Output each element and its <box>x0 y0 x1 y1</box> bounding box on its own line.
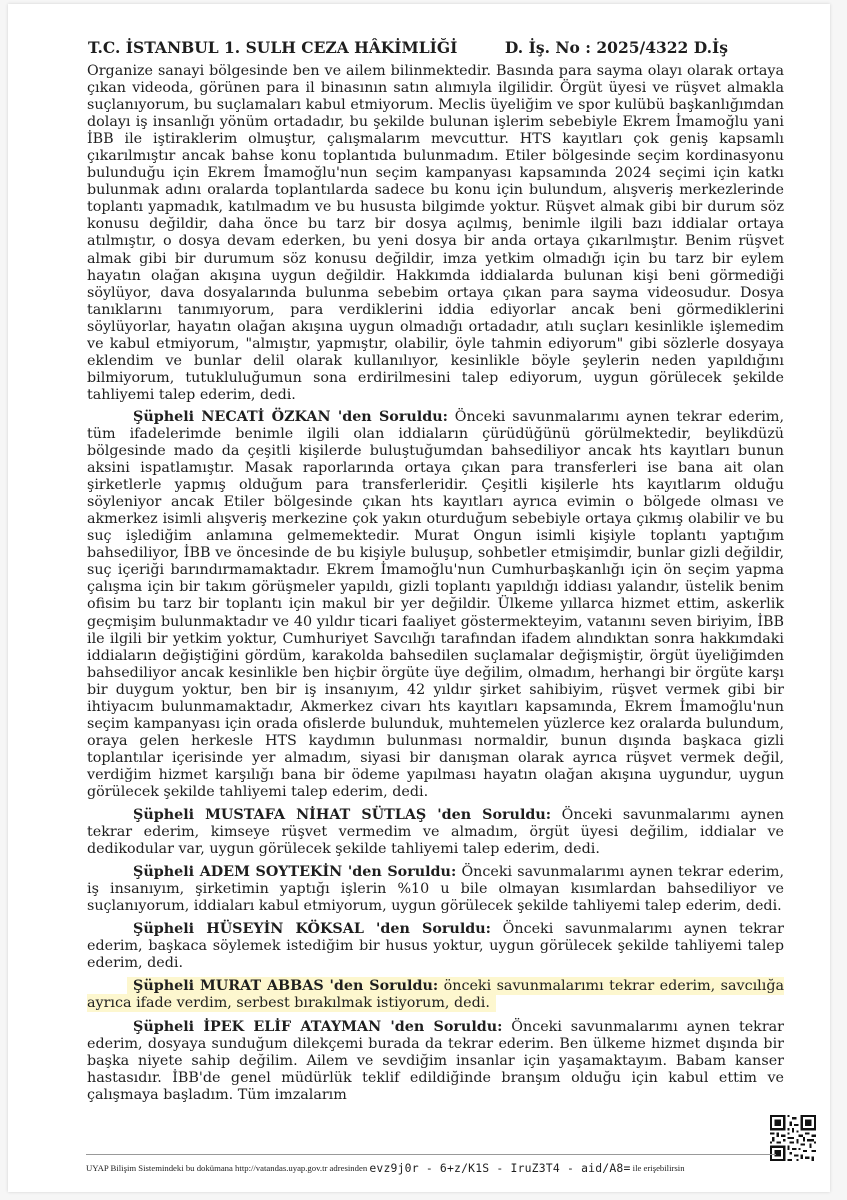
document-body <box>87 63 784 1110</box>
qr-code-icon <box>770 1115 816 1161</box>
statement-paragraph <box>87 409 784 801</box>
document-page <box>8 4 830 1192</box>
speaker-label: Şüpheli İPEK ELİF ATAYMAN 'den Soruldu: <box>133 1018 503 1035</box>
paragraph-text: önceki savunmalarımı tekrar ederim, savcılığa ayrıca ifade verdim, serbest bırakılmak istiyorum, dedi. <box>87 978 784 1012</box>
page-header <box>88 38 728 60</box>
footer-divider <box>86 1154 776 1155</box>
paragraph-text: Önceki savunmalarımı aynen tekrar ederim, iş insanıyım, şirketimin yaptığı işlerin %10 u bile olmayan kısımlardan bahsediliyor ve suçlanıyorum, iddiaları kabul etmiyorum, uygun görülecek şekilde tahliyemi talep ederim, dedi. <box>87 864 785 915</box>
court-name: T.C. İSTANBUL 1. SULH CEZA HÂKİMLİĞİ <box>88 38 458 57</box>
footer-prefix: UYAP Bilişim Sistemindeki bu dokümana http://vatandas.uyap.gov.tr adresinden <box>86 1163 368 1173</box>
statement-paragraph <box>87 864 784 915</box>
paragraph-text: Önceki savunmalarımı aynen tekrar ederim, tüm ifadelerimde benimle ilgili olan iddiaların çürüdüğünü görülmektedir, beylikdüzü bölgesinde mado da çeşitli kişilerde buluştuğumdan bahsediliyor ancak hts kayıtları bunun aksini ispatlamıştır. Masak raporlarında ortaya çıkan para transferleri ise bana ait olan şirketlerle yapmış olduğum para transferleridir. Çeşitli kişilerle hts kayıtlarım olduğu söyleniyor ancak Etiler bölgesinde çıkan hts kayıtları ayrıca evimin o bölgede olması ve akmerkez isimli alışveriş merkezine çok yakın oturduğum sebebiyle ortaya çıkmış olabilir ve bu suç işlediğim anlamına gelmemektedir. Murat Ongun isimli kişiyle toplantı yaptığım bahsediliyor, İBB ve öncesinde de bu kişiyle buluşup, sohbetler etmişimdir, bunlar gizli değildir, suç içeriği barındırmamaktadır. Ekrem İmamoğlu'nun Cumhurbaşkanlığı için ön seçim yapma çalışma için bir takım görüşmeler yapıldı, gizli toplantı yapıldığı iddiası yalandır, üstelik benim ofisim bu tarz bir toplantı için makul bir yer değildir. Ülkeme yıllarca hizmet ettim, askerlik geçmişim bulunmaktadır ve 40 yıldır ticari faaliyet göstermekteyim, vatanını seven biriyim, İBB ile ilgili bir yetkim yoktur, Cumhuriyet Savcılığı tarafından ifadem alındıktan sonra hakkımdaki iddiaların değiştiğini gördüm, karakolda bahsedilen suçlamalar değişmiştir, örgüt üyeliğimden bahsediliyor ancak kesinlikle ben hiçbir örgüte üye değilim, olmadım, herhangi bir örgüte karşı bir duygum yoktur, ben bir iş insanıyım, 42 yıldır şirket sahibiyim, rüşvet vermek gibi bir ihtiyacım bulunmamaktadır, Akmerkez civarı hts kayıtları kapsamında, Ekrem İmamoğlu'nun seçim kampanyası için orada ofislerde bulunduk, muhtemelen yüzlerce kez oralarda bulundum, oraya gelen herkesle HTS kaydımın bulunması normaldir, bunun dışında başkaca gizli toplantılar içerisinde yer almadım, siyasi bir danışman olarak ayrıca rüşvet vermek değil, verdiğim hizmet karşılığı bana bir ödeme yapılması hayatın olağan akışına uygundur, uygun görülecek şekilde tahliyemi talep ederim, dedi. <box>87 408 784 800</box>
statement-paragraph <box>87 807 784 858</box>
paragraph-text: Önceki savunmalarımı aynen tekrar ederim, kimseye rüşvet vermedim ve almadım, örgüt üyesi değilim, iddialar ve dedikodular var, uygun görülecek şekilde tahliyemi talep ederim, dedi. <box>87 807 785 858</box>
verification-code: evz9j0r - 6+z/K1S - IruZ3T4 - aid/A8= <box>369 1161 631 1175</box>
paragraph-text: Önceki savunmalarımı aynen tekrar ederim, dosyaya sunduğum dilekçemi burada da tekrar ederim. Ben ülkeme hizmet dışında bir başka niyete sahip değilim. Ailem ve sevdiğim insanlar için yaşamaktayım. Babam kanser hastasıdır. İBB'de genel müdürlük teklif edildiğinde branşım olduğu için kabul ettim ve çalışmaya başladım. Tüm imzalarım <box>87 1018 785 1103</box>
page-footer <box>86 1161 776 1175</box>
document-number <box>505 38 728 57</box>
doc-no-value: 2025/4322 D.İş <box>596 38 728 57</box>
doc-no-label: D. İş. No : <box>504 38 591 57</box>
footer-suffix: ile erişebilirsin <box>632 1163 685 1173</box>
speaker-label: Şüpheli ADEM SOYTEKİN 'den Soruldu: <box>133 864 457 881</box>
speaker-label: Şüpheli MURAT ABBAS 'den Soruldu: <box>133 978 439 995</box>
text-highlight <box>87 977 784 1012</box>
paragraph-text: Önceki savunmalarımı aynen tekrar ederim, başkaca söylemek istediğim bir husus yoktur, uygun görülecek şekilde tahliyemi talep ederim, dedi. <box>87 921 785 972</box>
paragraph-continued <box>87 63 784 404</box>
speaker-label: Şüpheli NECATİ ÖZKAN 'den Soruldu: <box>133 408 448 425</box>
speaker-label: Şüpheli MUSTAFA NİHAT SÜTLAŞ 'den Soruldu: <box>133 807 552 824</box>
highlighted-statement-paragraph <box>87 978 784 1012</box>
statement-paragraph <box>87 921 784 972</box>
statement-paragraph <box>87 1019 784 1104</box>
speaker-label: Şüpheli HÜSEYİN KÖKSAL 'den Soruldu: <box>133 921 491 938</box>
paragraph-text: Organize sanayi bölgesinde ben ve ailem bilinmektedir. Basında para sayma olayı olarak ortaya çıkan videoda, görünen para il binasının satın alımıyla ilgilidir. Örgüt üyesi ve rüşvet almakla suçlanıyorum, bu suçlamaları kabul etmiyorum. Meclis üyeliğim ve spor kulübü başkanlığımdan dolayı iş insanlığı yönüm ortadadır, bu şekilde bulunan işlerim sebebiyle Ekrem İmamoğlu yani İBB ile iştiraklerim olmuştur, çalışmalarım mevcuttur. HTS kayıtları çok geniş kapsamlı çıkarılmıştır ancak bahse konu toplantıda bulunmadım. Etiler bölgesinde seçim kordinasyonu bulunduğu için Ekrem İmamoğlu'nun seçim kampanyası kapsamında 2024 seçimi için katkı bulunmak adını oralarda toplantılarda sadece bu konu için bulundum, alışveriş merkezlerinde toplantı yapmadık, katılmadım ve bu hususta bilgimde yoktur. Rüşvet almak gibi bir durum söz konusu değildir, daha önce bu tarz bir dosya açılmış, benimle ilgili bazı iddialar ortaya atılmıştır, o dosya devam ederken, bu yeni dosya bir anda ortaya çıkarılmıştır. Benim rüşvet almak gibi bir durumum söz konusu değildir, imza yetkim olmadığı için bu tarz bir eylem hayatın olağan akışına uygun değildir. Hakkımda iddialarda bulunan kişi beni görmediği söylüyor, dava dosyalarında bulunma sebebim ortaya çıkan para sayma videosudur. Dosya tanıklarını tanımıyorum, para verdiklerini iddia ediyorlar ancak beni görmediklerini söylüyorlar, hayatın olağan akışına uygun olmadığı ortadadır, atılı suçları kesinlikle işlemedim ve kabul etmiyorum, "almıştır, yapmıştır, olabilir, öyle tahmin ediyorum" gibi sözlerle dosyaya eklendim ve bunlar delil olarak kullanılıyor, kesinlikle böyle şeylerin neden yapıldığını bilmiyorum, tutukluluğumun sona erdirilmesini talep ediyorum, uygun görülecek şekilde tahliyemi talep ederim, dedi. <box>87 63 784 403</box>
